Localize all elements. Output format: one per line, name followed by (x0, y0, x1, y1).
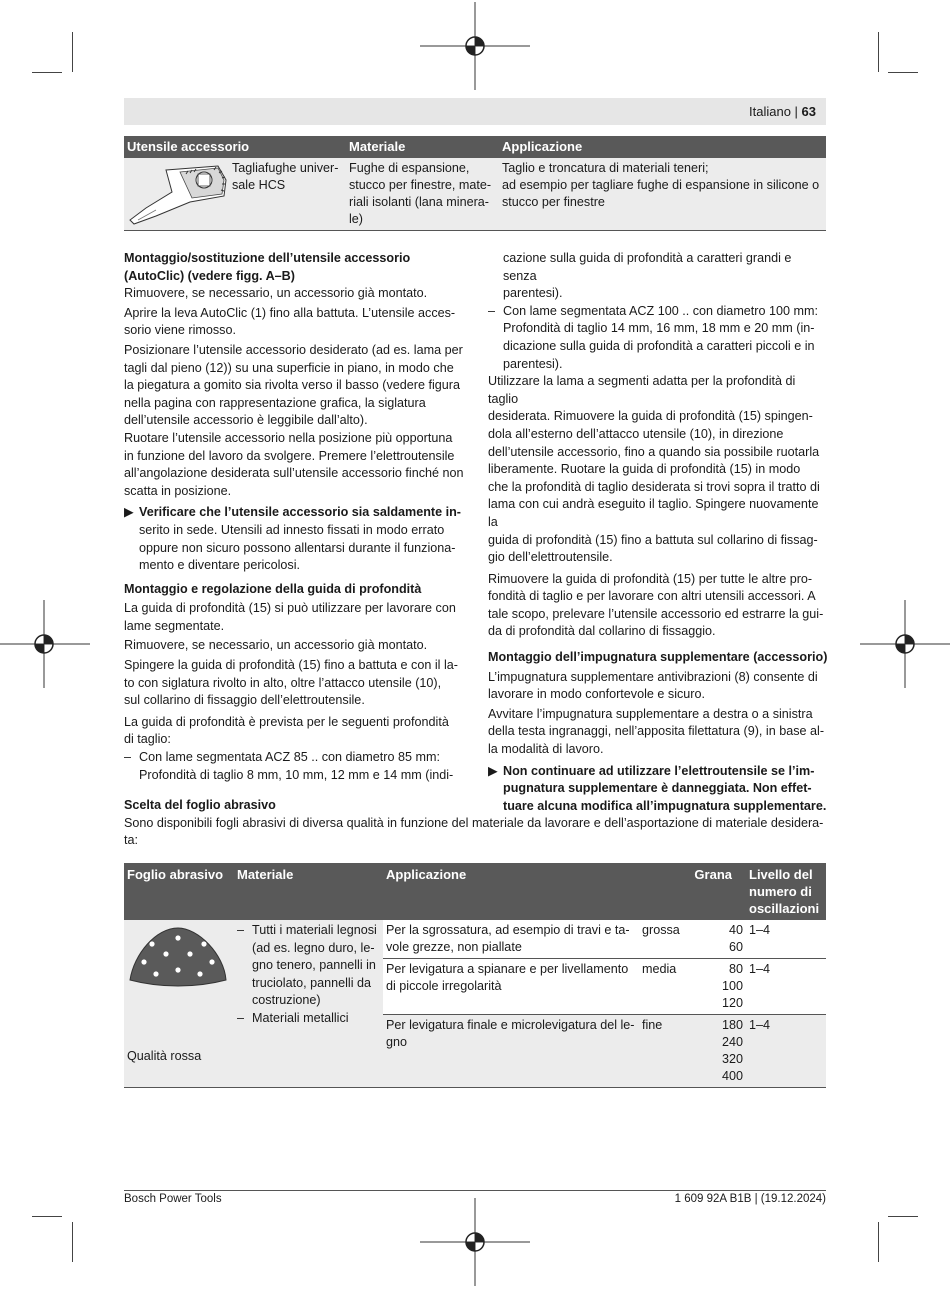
table-row (124, 920, 826, 959)
paragraph (488, 373, 828, 567)
material-text: Fughe di espansione, (349, 161, 470, 175)
table-header: Applicazione (499, 136, 826, 158)
text-line: costruzione) (252, 993, 321, 1008)
page-header: Italiano | 63 (124, 98, 826, 125)
paragraph (124, 430, 464, 500)
text-line: parentesi). (503, 356, 563, 371)
grit-value: 80 (728, 962, 743, 976)
triangle-bullet-icon: ▶ (124, 505, 134, 520)
text-line: cazione sulla guida di profondità a caratteri grandi e senza (503, 251, 792, 283)
application-text: stucco per finestre (502, 195, 605, 209)
table-header (746, 863, 826, 920)
paragraph: Rimuovere, se necessario, un accessorio già montato. (124, 638, 428, 653)
text-line: della testa ingranaggi, nell’apposita filettatura (9), in base al- (488, 724, 825, 739)
text-line: (ad es. legno duro, le- (252, 940, 375, 955)
paragraph (124, 815, 826, 850)
text-line: to con siglatura rivolto in alto, oltre l’attacco utensile (10), (124, 675, 442, 690)
registration-mark-icon (420, 2, 530, 92)
header-language: Italiano (749, 104, 791, 119)
registration-mark-icon (860, 600, 950, 690)
text-line: di taglio: (124, 732, 171, 747)
text-line: La guida di profondità (15) si può utilizzare per lavorare con (124, 601, 456, 616)
text-line: La guida di profondità è prevista per le seguenti profondità (124, 714, 449, 729)
section-heading: Scelta del foglio abrasivo (124, 798, 276, 812)
text-line: L’impugnatura supplementare antivibrazioni (8) consente di (488, 669, 818, 684)
warning-bullet (124, 504, 464, 574)
table-header: Materiale (346, 136, 499, 158)
crop-mark (72, 32, 73, 72)
grit-value: 120 (721, 996, 743, 1010)
paragraph (124, 600, 464, 635)
accessory-name: Tagliafughe univer- (232, 161, 339, 175)
text-line: Per levigatura finale e microlevigatura del le- (386, 1018, 635, 1032)
grit-value: 240 (721, 1035, 743, 1049)
grit-value: 40 (728, 923, 743, 937)
triangle-bullet-icon: ▶ (488, 763, 498, 778)
paragraph (124, 714, 464, 749)
text-line: lavorare in modo confortevole e sicuro. (488, 687, 706, 702)
dash-list-item: – Con lame segmentata ACZ 85 .. con diametro 85 mm: Profondità di taglio 8 mm, 10 mm, 12 mm e 14 mm (indi- (124, 750, 454, 782)
text-line: gno (386, 1035, 408, 1049)
right-column (488, 250, 828, 815)
table-header: Materiale (234, 863, 383, 920)
paragraph (124, 342, 464, 430)
accessory-table (124, 136, 826, 231)
text-line: tuare alcuna modifica all’impugnatura supplementare. (503, 798, 827, 813)
page-footer (124, 1190, 826, 1205)
oscillation-level: 1–4 (746, 1015, 826, 1088)
text-line: Non continuare ad utilizzare l’elettroutensile se l’im- (503, 763, 815, 778)
text-line: dicazione sulla guida di profondità a caratteri piccoli e in (503, 338, 815, 353)
text-line: Profondità di taglio 8 mm, 10 mm, 12 mm e 14 mm (indi- (139, 767, 454, 782)
text-line: parentesi). (503, 286, 563, 301)
text-line: Per levigatura a spianare e per livellamento (386, 962, 629, 976)
grit-label: grossa (639, 920, 709, 959)
grit-label: fine (639, 1015, 709, 1088)
text-line: numero di (749, 884, 812, 899)
text-line: lame segmentate. (124, 618, 225, 633)
text-line: dell’utensile accessorio è leggibile dall’alto). (124, 413, 368, 428)
oscillation-level: 1–4 (746, 920, 826, 959)
application-text: ad esempio per tagliare fughe di espansione in silicone o (502, 178, 820, 192)
table-row (124, 158, 826, 231)
text-line: Rimuovere la guida di profondità (15) per tutte le altre pro- (488, 571, 813, 586)
table-header: Foglio abrasivo (124, 863, 234, 920)
text-line: oscillazioni (749, 901, 820, 916)
heading-line: (AutoClic) (vedere figg. A–B) (124, 268, 295, 283)
continued-text (488, 250, 828, 303)
text-line: lama con cui andrà eseguito il taglio. Spingere nuovamente la (488, 497, 819, 529)
text-line: nella pagina con rappresentazione grafica, la siglatura (124, 395, 426, 410)
page-number: 63 (801, 104, 816, 119)
text-line: liberamente. Ruotare la guida di profondità (15) in modo (488, 462, 801, 477)
text-line: oppure non sicuro possono allentarsi durante il funziona- (139, 540, 456, 555)
table-header: Applicazione (383, 863, 639, 920)
table-header (639, 863, 746, 920)
dash-list-item: – Tutti i materiali legnosi (ad es. legno duro, le- gno tenero, pannelli in truciolato, pannelli da costruzione) (237, 923, 377, 1008)
section-heading: Montaggio dell’impugnatura supplementare (accessorio) (488, 650, 828, 665)
crop-mark (878, 32, 879, 72)
text-line: Aprire la leva AutoClic (1) fino alla battuta. L’utensile acces- (124, 305, 456, 320)
text-line: Avvitare l’impugnatura supplementare a destra o a sinistra (488, 706, 813, 721)
material-text: le) (349, 212, 363, 226)
text-line: desiderata. Rimuovere la guida di profondità (15) spingen- (488, 409, 813, 424)
grit-label: media (639, 959, 709, 1015)
text-line: Ruotare l’utensile accessorio nella posizione più opportuna (124, 430, 453, 445)
abrasive-section (124, 797, 826, 850)
grit-value: 60 (728, 940, 743, 954)
paragraph (124, 305, 464, 340)
text-line: tale scopo, prelevare l’utensile accessorio ed estrarre la gui- (488, 606, 824, 621)
paragraph (124, 657, 464, 710)
text-line: Per la sgrossatura, ad esempio di travi e ta- (386, 923, 630, 937)
text-line: serito in sede. Utensili ad innesto fissati in modo errato (139, 522, 445, 537)
crop-mark (32, 72, 62, 73)
accessory-name: sale HCS (232, 178, 286, 192)
text-line: mento e diventare pericolosi. (139, 558, 301, 573)
grit-value: 320 (721, 1052, 743, 1066)
dash-list-item: – Con lame segmentata ACZ 100 .. con diametro 100 mm: Profondità di taglio 14 mm, 16 mm, 18 mm e 20 mm (in- dicazione sulla guida di profondità a caratteri piccoli e in parentesi). (488, 303, 818, 371)
text-line: in funzione del lavoro da svolgere. Premere l’elettroutensile (124, 448, 455, 463)
text-line: Con lame segmentata ACZ 85 .. con diametro 85 mm: (139, 750, 440, 765)
dash-list-item: – Materiali metallici (237, 1010, 349, 1025)
registration-mark-icon (420, 1198, 530, 1288)
oscillation-level: 1–4 (746, 959, 826, 1015)
text-line: la piegatura a gomito sia rivolta verso il basso (vedere figura (124, 378, 461, 393)
registration-mark-icon (0, 600, 90, 690)
material-text: riali isolanti (lana minera- (349, 195, 489, 209)
paragraph (488, 706, 828, 759)
section-heading (124, 250, 464, 285)
text-line: di piccole irregolarità (386, 979, 502, 993)
text-line: sul collarino di fissaggio dell’elettroutensile. (124, 693, 365, 708)
footer-document-code: 1 609 92A B1B | (19.12.2024) (674, 1193, 826, 1205)
application-text: Taglio e troncatura di materiali teneri; (502, 161, 709, 175)
text-line: gio dell’elettroutensile. (488, 550, 613, 565)
crop-mark (888, 72, 918, 73)
text-line: gno tenero, pannelli in (252, 958, 376, 973)
red-sanding-sheet-icon (126, 924, 230, 990)
grit-value: 400 (721, 1069, 743, 1083)
left-column (124, 250, 464, 784)
table-header: Utensile accessorio (124, 136, 346, 158)
text-line: Materiali metallici (252, 1010, 349, 1025)
heading-line: Montaggio/sostituzione dell’utensile accessorio (124, 251, 411, 265)
grit-header: Grana (694, 867, 732, 882)
text-line: tagli dal pieno (12)) su una superficie in piano, in modo che (124, 360, 454, 375)
text-line: Livello del (749, 867, 813, 882)
text-line: da di profondità dal collarino di fissaggio. (488, 624, 716, 639)
text-line: Utilizzare la lama a segmenti adatta per la profondità di taglio (488, 374, 796, 406)
footer-brand: Bosch Power Tools (124, 1193, 222, 1205)
text-line: pugnatura supplementare è danneggiata. Non effet- (503, 781, 812, 796)
abrasive-table (124, 863, 826, 1088)
text-line: ta: (124, 833, 139, 848)
material-text: stucco per finestre, mate- (349, 178, 492, 192)
text-line: fondità di taglio e per lavorare con altri utensili accessori. A (488, 589, 816, 604)
paragraph (488, 669, 828, 704)
text-line: Posizionare l’utensile accessorio desiderato (ad es. lama per (124, 342, 463, 357)
sheet-quality-label: Qualità rossa (127, 1049, 202, 1063)
text-line: dola all’esterno dell’attacco utensile (10), in direzione (488, 426, 784, 441)
text-line: scatta in posizione. (124, 483, 232, 498)
oscillating-blade-icon (126, 162, 236, 230)
text-line: guida di profondità (15) fino a battuta sul collarino di fissag- (488, 532, 818, 547)
text-line: Tutti i materiali legnosi (252, 923, 377, 937)
text-line: dell’utensile accessorio, fino a quando sia possibile ruotarla (488, 444, 820, 459)
crop-mark (32, 1216, 62, 1217)
text-line: truciolato, pannelli da (252, 975, 372, 990)
paragraph (488, 571, 828, 641)
crop-mark (72, 1222, 73, 1262)
text-line: Con lame segmentata ACZ 100 .. con diametro 100 mm: (503, 303, 818, 318)
text-line: che la profondità di taglio desiderata si trovi sopra il tratto di (488, 479, 820, 494)
grit-value: 100 (721, 979, 743, 993)
section-heading: Montaggio e regolazione della guida di profondità (124, 581, 422, 596)
paragraph: Rimuovere, se necessario, un accessorio già montato. (124, 286, 428, 301)
text-line: Spingere la guida di profondità (15) fino a battuta e con il la- (124, 658, 458, 673)
text-line: sorio viene rimosso. (124, 323, 236, 338)
text-line: Profondità di taglio 14 mm, 16 mm, 18 mm e 20 mm (in- (503, 321, 815, 336)
crop-mark (888, 1216, 918, 1217)
text-line: la modalità di lavoro. (488, 742, 604, 757)
grit-value: 180 (721, 1018, 743, 1032)
text-line: all’angolazione desiderata sull’utensile accessorio finché non (124, 466, 464, 481)
crop-mark (878, 1222, 879, 1262)
text-line: Sono disponibili fogli abrasivi di diversa qualità in funzione del materiale da lavorare e dell’asportazione di materiale desidera- (124, 815, 824, 830)
text-line: vole grezze, non piallate (386, 940, 522, 954)
text-line: Verificare che l’utensile accessorio sia saldamente in- (139, 505, 461, 520)
